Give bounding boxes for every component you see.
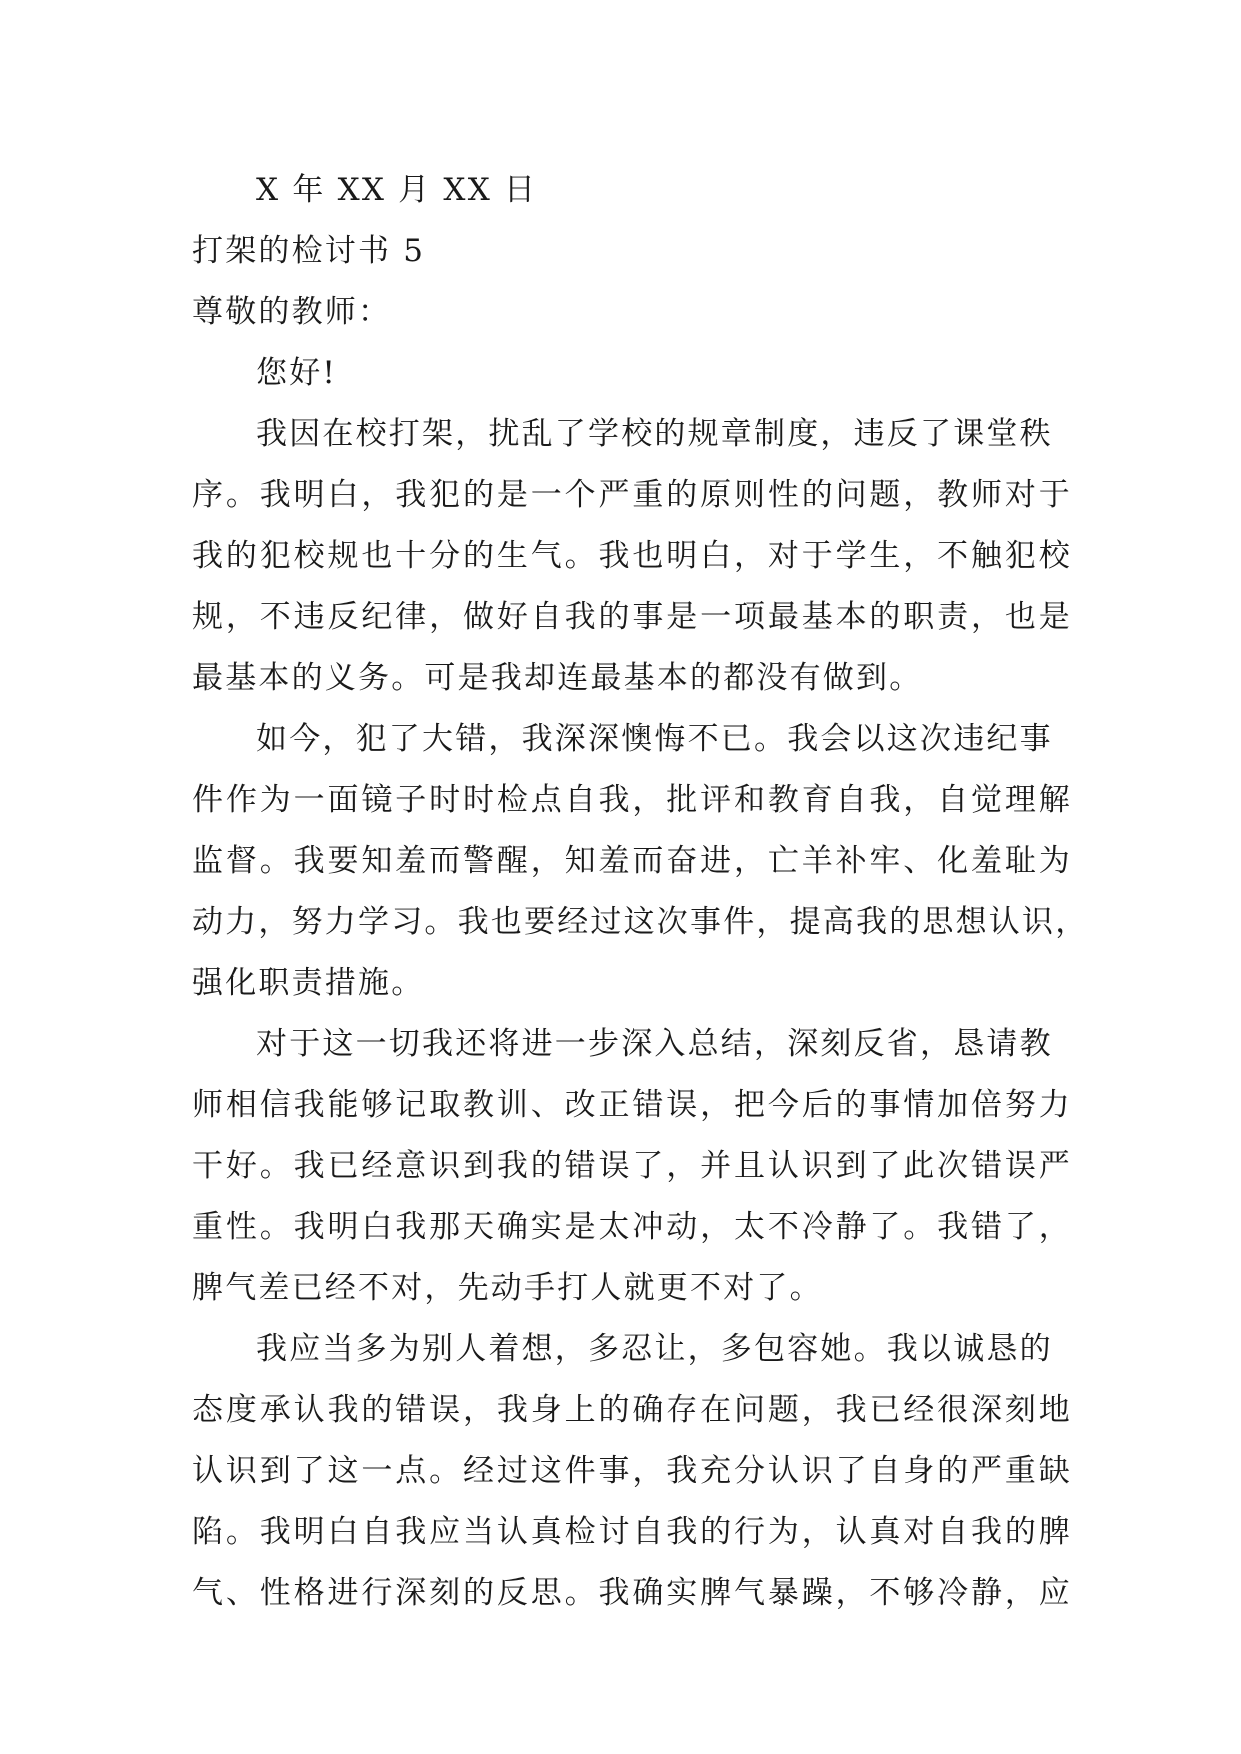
paragraph-line: 态度承认我的错误，我身上的确存在问题，我已经很深刻地 xyxy=(192,1392,1072,1428)
paragraph-line: 干好。我已经意识到我的错误了，并且认识到了此次错误严 xyxy=(192,1148,1072,1184)
document-title: 打架的检讨书 5 xyxy=(192,233,426,269)
paragraph-line: 重性。我明白我那天确实是太冲动，太不冷静了。我错了， xyxy=(192,1209,1072,1245)
paragraph-line: 我的犯校规也十分的生气。我也明白，对于学生，不触犯校 xyxy=(192,538,1072,574)
paragraph-2 xyxy=(192,709,1089,1014)
paragraph-line: 序。我明白，我犯的是一个严重的原则性的问题，教师对于 xyxy=(192,477,1072,513)
greeting: 您好! xyxy=(256,355,338,391)
paragraph-line: 脾气差已经不对，先动手打人就更不对了。 xyxy=(192,1270,823,1306)
paragraph-3 xyxy=(192,1014,1072,1319)
date-line: X 年 XX 月 XX 日 xyxy=(256,172,538,208)
paragraph-line: 动力，努力学习。我也要经过这次事件，提高我的思想认识， xyxy=(192,904,1089,940)
paragraph-line: 最基本的义务。可是我却连最基本的都没有做到。 xyxy=(192,660,923,696)
paragraph-line: 如今，犯了大错，我深深懊悔不已。我会以这次违纪事 xyxy=(256,721,1053,757)
paragraph-line: 件作为一面镜子时时检点自我，批评和教育自我，自觉理解 xyxy=(192,782,1072,818)
paragraph-line: 气、性格进行深刻的反思。我确实脾气暴躁，不够冷静，应 xyxy=(192,1575,1072,1611)
document-body xyxy=(192,160,1089,1624)
paragraph-line: 监督。我要知羞而警醒，知羞而奋进，亡羊补牢、化羞耻为 xyxy=(192,843,1072,879)
paragraph-line: 对于这一切我还将进一步深入总结，深刻反省，恳请教 xyxy=(256,1026,1053,1062)
paragraph-line: 陷。我明白自我应当认真检讨自我的行为，认真对自我的脾 xyxy=(192,1514,1072,1550)
paragraph-1 xyxy=(192,404,1072,709)
paragraph-line: 我应当多为别人着想，多忍让，多包容她。我以诚恳的 xyxy=(256,1331,1053,1367)
paragraph-4 xyxy=(192,1319,1072,1624)
salutation: 尊敬的教师： xyxy=(192,294,392,330)
paragraph-line: 我因在校打架，扰乱了学校的规章制度，违反了课堂秩 xyxy=(256,416,1053,452)
paragraph-line: 师相信我能够记取教训、改正错误，把今后的事情加倍努力 xyxy=(192,1087,1072,1123)
paragraph-line: 强化职责措施。 xyxy=(192,965,425,1001)
paragraph-line: 规，不违反纪律，做好自我的事是一项最基本的职责，也是 xyxy=(192,599,1072,635)
paragraph-line: 认识到了这一点。经过这件事，我充分认识了自身的严重缺 xyxy=(192,1453,1072,1489)
